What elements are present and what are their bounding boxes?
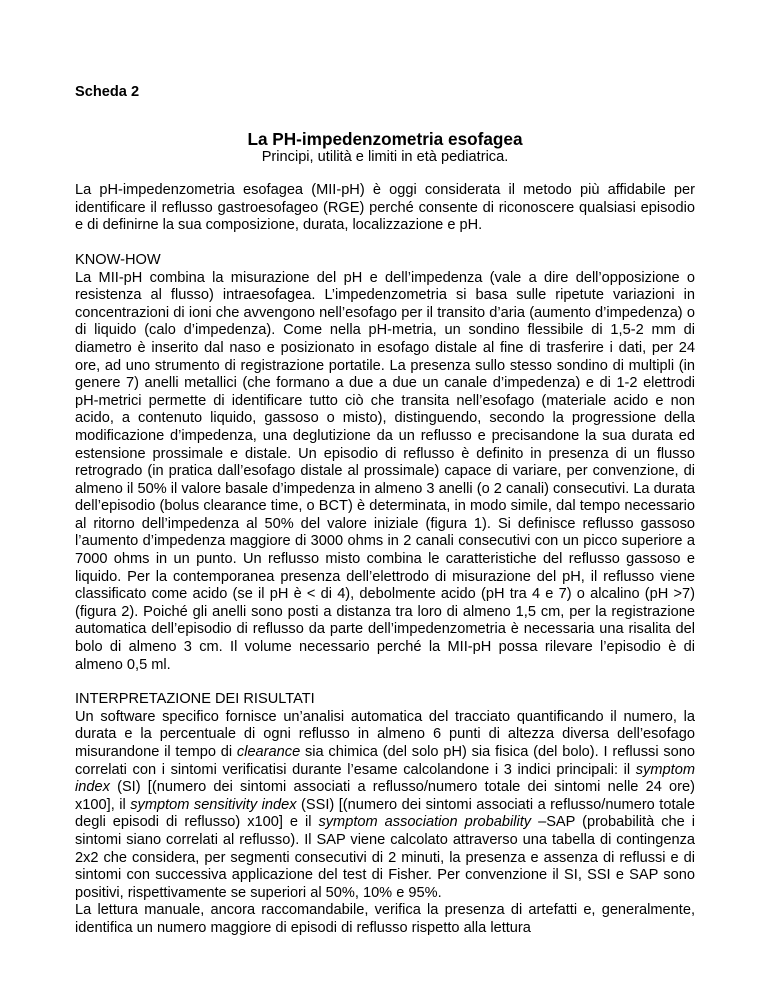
know-how-paragraph: La MII-pH combina la misurazione del pH e dell’impedenza (vale a dire dell’opposizione o resistenza al flusso) intraesofagea. L’impedenzometria si basa sulle ripetute variazioni in concentrazioni di ioni che avvengono nell’esofago per il transito d’aria (aumento d’impedenza) o di liquido (calo d’impedenza). Come nella pH-metria, un sondino flessibile di 1,5-2 mm di diametro è inserito dal naso e posizionato in esofago distale al fine di trasferire i dati, per 24 ore, ad uno strumento di registrazione portatile. La presenza sullo stesso sondino di multipli (in genere 7) anelli metallici (che formano a due a due un canale d’impedenza) e di 1-2 elettrodi pH-metrici permette di identificare tutto ciò che transita nell’esofago (materiale acido e non acido, a contenuto liquido, gassoso o misto), distinguendo, secondo la progressione della modificazione d’impedenza, una deglutizione da un reflusso e precisandone la sua durata ed estensione prossimale e distale. Un episodio di reflusso è definito in presenza di un flusso retrogrado (in pratica dall’esofago distale al prossimale) capace di variare, per convenzione, di almeno il 50% il valore basale d’impedenza in almeno 3 anelli (o 2 canali) consecutivi. La durata dell’episodio (bolus clearance time, o BCT) è determinata, in modo simile, dal tempo necessario al ritorno dell’impedenza al 50% del valore iniziale (figura 1). Si definisce reflusso gassoso l’aumento d’impedenza maggiore di 3000 ohms in 2 canali consecutivi con un picco superiore a 7000 ohms in un punto. Un reflusso misto combina le caratteristiche del reflusso gassoso e liquido. Per la contemporanea presenza dell’elettrodo di misurazione del pH, il reflusso viene classificato come acido (se il pH è < di 4), debolmente acido (pH tra 4 e 7) o alcalino (pH >7) (figura 2). Poiché gli anelli sono posti a distanza tra loro di almeno 1,5 cm, per la registrazione automatica dell’episodio di reflusso da parte dell’impedenzometria è necessaria una risalita del bolo di almeno 3 cm. Il volume necessario perché la MII-pH possa rilevare l’episodio è di almeno 0,5 ml. [75, 269, 695, 673]
intro-paragraph: La pH-impedenzometria esofagea (MII-pH) è oggi considerata il metodo più affidabile per identificare il reflusso gastroesofageo (RGE) perché consente di riconoscere qualsiasi episodio e di definirne la sua composizione, durata, localizzazione e pH. [75, 182, 695, 234]
document-page [75, 84, 695, 938]
document-title: La PH-impedenzometria esofagea [247, 128, 523, 149]
sheet-label: Scheda 2 [75, 84, 140, 100]
interpretation-paragraph: Un software specifico fornisce un’analisi automatica del tracciato quantificando il numero, la durata e la percentuale di ogni reflusso in almeno 6 punti di altezza diversa dell’esofago misurandone il tempo di clearance sia chimica (del solo pH) sia fisica (del bolo). I reflussi sono correlati con i sintomi verificatisi durante l’esame calcolandone i 3 indici principali: il symptom index (SI) [(numero dei sintomi associati a reflusso/numero totale dei sintomi nelle 24 ore) x100], il symptom sensitivity index (SSI) [(numero dei sintomi associati a reflusso/numero totale degli episodi di reflusso) x100] e il symptom association probability –SAP (probabilità che i sintomi siano correlati al reflusso). Il SAP viene calcolato attraverso una tabella di contingenza 2x2 che considera, per segmenti consecutivi di 2 minuti, la presenza e assenza di reflussi e di sintomi con successiva applicazione del test di Fisher. Per convenzione il SI, SSI e SAP sono positivi, rispettivamente se superiori al 50%, 10% e 95%. [75, 708, 695, 901]
document-subtitle: Principi, utilità e limiti in età pediatrica. [261, 148, 509, 165]
section-heading-know-how: KNOW-HOW [75, 251, 161, 268]
manual-reading-paragraph: La lettura manuale, ancora raccomandabile, verifica la presenza di artefatti e, generalmente, identifica un numero maggiore di episodi di reflusso rispetto alla lettura [75, 902, 695, 936]
section-heading-interpretation: INTERPRETAZIONE DEI RISULTATI [75, 691, 315, 708]
